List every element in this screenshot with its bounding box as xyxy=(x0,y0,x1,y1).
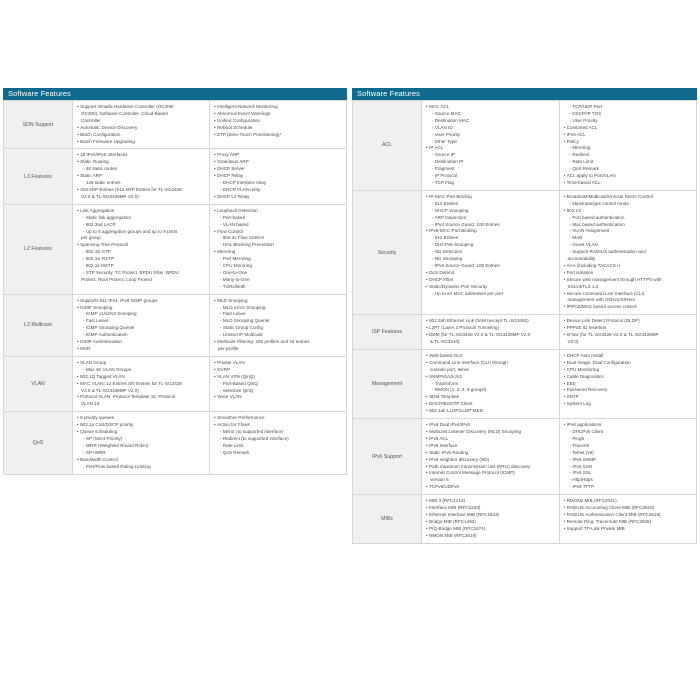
spec-sub-item: - Fast Leave xyxy=(77,318,206,325)
spec-sub-item: - Fragment xyxy=(426,166,556,173)
spec-item: • System Log xyxy=(564,401,694,408)
spec-item: • IPv6 Interface xyxy=(426,443,556,450)
spec-item: • Policy xyxy=(564,139,694,146)
spec-sub-item: - One-to-One xyxy=(214,270,343,277)
spec-item: • DHCP L2 Relay xyxy=(214,194,343,201)
spec-sub-item: - Static Group Config xyxy=(214,325,343,332)
spec-row xyxy=(4,101,347,149)
spec-sub-item: - Telnet (v6) xyxy=(564,450,694,457)
spec-category-label: QoS xyxy=(4,412,73,474)
spec-item: • Device Link Detect Protocol (DLDP) xyxy=(564,318,694,325)
spec-sub-item: - WRR (Weighted Round Robin) xyxy=(77,443,206,450)
spec-feature-column xyxy=(73,149,210,204)
spec-item: • MIB II (RFC1213) xyxy=(426,498,556,505)
spec-item: • RMON2 MIB (RFC2021) xyxy=(564,498,694,505)
spec-row xyxy=(353,315,697,350)
spec-item: • DoS Defend xyxy=(426,270,556,277)
spec-item: • Combined ACL xyxy=(564,125,694,132)
spec-item: • TCPv6/UDPv6 xyxy=(426,484,556,491)
spec-feature-column xyxy=(422,495,560,543)
spec-sub-item: - Limited IP Multicast xyxy=(214,332,343,339)
spec-feature-column xyxy=(559,315,697,350)
spec-item: • Internet Control Message Protocol (ICMP) xyxy=(426,470,556,477)
spec-item: • Secure Command Line Interface (CLI) xyxy=(564,291,694,298)
spec-sub-item: - IGMP Snooping Querier xyxy=(77,325,206,332)
spec-item: • IPv6 Dual IPv4/IPv6 xyxy=(426,422,556,429)
spec-feature-column xyxy=(422,190,560,314)
spec-sub-item: - ND Snooping xyxy=(426,256,556,263)
spec-item: • Support Omada Hardware Controller (OC200/ xyxy=(77,104,206,111)
spec-item: console port, telnet xyxy=(430,366,469,372)
spec-sub-item: - Destination IP xyxy=(426,159,556,166)
spec-sub-item: - IPv6 SNMP xyxy=(564,457,694,464)
spec-item: Controller xyxy=(81,117,101,123)
spec-item: • Secure web management through HTTPS with xyxy=(564,277,694,284)
spec-item: • 802.3ah Ethernet Link OAM (except TL-SG3452) xyxy=(426,318,556,325)
spec-item: • Bandwidth Control xyxy=(77,457,206,464)
spec-item: • IPv6-MAC-Port Binding xyxy=(426,228,556,235)
spec-item: • Mirroring xyxy=(214,249,343,256)
spec-sub-item: - 802.1s MSTP xyxy=(77,263,206,270)
spec-sub-item: - 802.1D STP xyxy=(77,249,206,256)
spec-row xyxy=(4,149,347,204)
spec-sub-item: - DHCP VLAN relay xyxy=(214,187,343,194)
spec-sub-item: - SP+WRR xyxy=(77,450,206,457)
spec-item: • Batch Firmware Upgrading xyxy=(77,139,206,146)
spec-row xyxy=(4,356,347,411)
spec-feature-column xyxy=(559,190,697,314)
spec-feature-column xyxy=(210,204,347,294)
spec-sub-item: - DHCPv6 Client xyxy=(564,429,694,436)
spec-item: • IPv6 neighbor discovery (ND) xyxy=(426,457,556,464)
spec-item: • Loopback Detection xyxy=(214,208,343,215)
spec-sub-item: - kbps/ratio/pps control mode xyxy=(564,201,694,208)
spec-sub-item: - MLD v1/v2 Snooping xyxy=(214,305,343,312)
spec-item: • 16 IPv4/IPv6 Interfaces xyxy=(77,152,206,159)
spec-sub-item: - DHCP Snooping xyxy=(426,208,556,215)
spec-sub-item: - Http/Https xyxy=(564,477,694,484)
spec-sub-item: - User Priority xyxy=(564,118,694,125)
spec-feature-column xyxy=(422,349,560,418)
spec-item: • DHCP Auto Install xyxy=(564,353,694,360)
spec-item: version 6 xyxy=(430,477,449,483)
spec-sub-item: - User Priority xyxy=(426,132,556,139)
spec-item: • Batch Configuration xyxy=(77,132,206,139)
spec-category-label: IPv6 Support xyxy=(353,419,422,495)
spec-item: • Multicast Listener Discovery (MLD) Snooping xyxy=(426,429,556,436)
spec-sub-item: - Destination MAC xyxy=(426,118,556,125)
spec-sub-item: - Rate Limit xyxy=(564,159,694,166)
spec-item: • MAC ACL xyxy=(426,104,556,111)
spec-sub-item: - Fast Leave xyxy=(214,311,343,318)
spec-item: V2.0) xyxy=(567,339,579,344)
spec-item: • Static/Dynamic Port Security xyxy=(426,284,556,291)
spec-sub-item: - Many-to-One xyxy=(214,277,343,284)
spec-sub-item: - Rate Limit xyxy=(214,443,343,450)
spec-item: • IP-MAC-Port Binding xyxy=(426,194,556,201)
spec-sub-item: - Selective QinQ xyxy=(214,388,343,395)
spec-sub-item: - Up to 8 aggregation groups and up to 8 ports xyxy=(77,229,206,236)
spec-item: • Static IPv6 Routing xyxy=(426,450,556,457)
spec-item: VLAN 16 xyxy=(81,401,100,407)
spec-item: • RMON MIB (RFC2819) xyxy=(426,533,556,540)
panel-header: Software Features xyxy=(352,88,697,100)
spec-item: • IPv6 ACL xyxy=(426,436,556,443)
spec-item: • MAC VLAN: 12 Entries (00 Entries for TL-SG3428 xyxy=(77,381,206,388)
spec-item: • 802.1ab LLDP/LLDP-MED xyxy=(426,408,556,415)
spec-row xyxy=(353,101,697,191)
spec-sub-item: - TCP Flag xyxy=(426,180,556,187)
spec-item: • 318 ARP Entries (512 ARP Entries for TL-SG3428 xyxy=(77,187,206,194)
spec-sub-item: - 512 Entries xyxy=(426,235,556,242)
spec-item: • Interface MIB (RFC2233) xyxy=(426,505,556,512)
spec-row xyxy=(4,204,347,294)
spec-item: • DDM (for TL-SG3428 V2.0 & TL-SG3428MP V2.0 xyxy=(426,332,556,339)
spec-sub-item: - IGMP Authentication xyxy=(77,332,206,339)
spec-item: • Automatic Device Discovery xyxy=(77,125,206,132)
spec-sub-item: - Mirror (to supported interface) xyxy=(214,429,343,436)
spec-sub-item: - Port/Flow based Rating Limiting xyxy=(77,464,206,471)
spec-sub-item: - Redirect xyxy=(564,152,694,159)
spec-category-label: L2 Features xyxy=(4,204,73,294)
spec-sub-item: - Tx/Rx/Both xyxy=(214,284,343,291)
spec-feature-column xyxy=(422,315,560,350)
spec-feature-column xyxy=(559,101,697,191)
spec-category-label: VLAN xyxy=(4,356,73,411)
spec-item: • Queue scheduling xyxy=(77,429,206,436)
spec-sub-item: - IPv6 TFTP xyxy=(564,484,694,491)
spec-item: • Supports 511 IPv4, IPv6 IGMP groups xyxy=(77,298,206,305)
spec-sub-item: - STP Security: TC Protect, BPDU Filter, BPDU xyxy=(77,270,206,277)
spec-item: • Multicast Filtering: 256 profiles and 16 entries xyxy=(214,339,343,346)
spec-item: & TL-SG3210) xyxy=(430,339,460,344)
spec-sub-item: - Mac based authentication xyxy=(564,222,694,229)
spec-item: • Action for Flows xyxy=(214,422,343,429)
spec-feature-column xyxy=(73,294,210,356)
spec-item: • SDM Template xyxy=(426,394,556,401)
spec-sub-item: - VLAN based xyxy=(214,222,343,229)
spec-sub-item: - RMON (1, 2, 3, 9 groups) xyxy=(426,387,556,394)
spec-sub-item: - IPv6 SSH xyxy=(564,464,694,471)
spec-feature-column xyxy=(73,412,210,474)
spec-item: • 802.1X xyxy=(564,208,694,215)
spec-sub-item: - VLAN Assignment xyxy=(564,228,694,235)
spec-sub-item: - IGMP v1/v2/v3 Snooping xyxy=(77,311,206,318)
spec-item: • PPPoE ID Insertion xyxy=(564,325,694,332)
spec-item: • Smoother Performance xyxy=(214,415,343,422)
spec-sub-item: - ARP Inspection xyxy=(426,215,556,222)
spec-item: Protect, Root Protect, Loop Protect xyxy=(81,276,153,282)
spec-sub-item: - 128 static entries xyxy=(77,180,206,187)
spec-row xyxy=(4,412,347,474)
spec-sub-item: - Source IP xyxy=(426,152,556,159)
spec-item: • P/Q-Bridge MIB (RFC2674) xyxy=(426,526,556,533)
spec-sub-item: - IPv6 SSL xyxy=(564,470,694,477)
spec-item: • RADIUS Authentication Client MIB (RFC2618) xyxy=(564,512,694,519)
spec-item: • Proxy ARP xyxy=(214,152,343,159)
spec-item: accountability xyxy=(567,256,596,262)
spec-item: • Password Recovery xyxy=(564,387,694,394)
spec-item: • IGMP Snooping xyxy=(77,305,206,312)
spec-item: • DHCP Filter xyxy=(426,277,556,284)
spec-sub-item: - Source MAC xyxy=(426,111,556,118)
spec-item: • ZTP (Zero-Touch Provisioning)* xyxy=(214,132,343,139)
spec-item: • Voice VLAN xyxy=(214,394,343,401)
spec-item: • SNTP xyxy=(564,394,694,401)
spec-sub-item: - 802.3ad LACP xyxy=(77,222,206,229)
spec-sub-item: - IPv6 Source Guard: 100 Entries xyxy=(426,263,556,270)
spec-item: • DHCP Server xyxy=(214,166,343,173)
spec-item: • Broadcast/Multicast/Unicast Storm Control xyxy=(564,194,694,201)
spec-feature-column xyxy=(422,419,560,495)
spec-item: management with SSHv1/SSHv2 xyxy=(567,297,635,303)
spec-sub-item: - Port-Based QinQ xyxy=(214,381,343,388)
spec-item: • VLAN Group xyxy=(77,360,206,367)
spec-item: • IP ACL xyxy=(426,145,556,152)
spec-sub-item: - 802.3x Flow Control xyxy=(214,235,343,242)
spec-item: • 8 priority queues xyxy=(77,415,206,422)
spec-sub-item: - QoS Remark xyxy=(214,450,343,457)
spec-sub-item: - Ping6 xyxy=(564,436,694,443)
spec-feature-column xyxy=(73,101,210,149)
spec-item: • Time-based ACL xyxy=(564,180,694,187)
spec-item: • IGMP Authentication xyxy=(77,339,206,346)
spec-sub-item: - CPU Mirroring xyxy=(214,263,343,270)
spec-item: per profile xyxy=(218,346,239,351)
spec-item: • Reboot Schedule xyxy=(214,125,343,132)
spec-item: • 802.1p CoS/DSCP priority xyxy=(77,422,206,429)
spec-item: • ACL apply to Port/VLAN xyxy=(564,173,694,180)
spec-feature-column xyxy=(73,356,210,411)
spec-item: • sFlow (for TL-SG3428 V2.0 & TL-SG3428MP xyxy=(564,332,694,339)
spec-item: • 802.1Q Tagged VLAN xyxy=(77,374,206,381)
spec-row xyxy=(353,495,697,543)
spec-item: • Bridge MIB (RFC1493) xyxy=(426,519,556,526)
spec-item: SSLv3/TLS 1.2 xyxy=(567,283,599,289)
spec-sub-item: - Port based xyxy=(214,215,343,222)
spec-category-label: Management xyxy=(353,349,422,418)
spec-sub-item: - MAB xyxy=(564,235,694,242)
spec-sub-item: - HOL Blocking Prevention xyxy=(214,242,343,249)
spec-item: • MVR xyxy=(77,346,206,353)
right-spec-panel xyxy=(352,88,697,544)
spec-item: • IP/Port/MAC based access control xyxy=(564,304,694,311)
spec-item: • Spanning Tree Protocol xyxy=(77,242,206,249)
spec-item: • DHCP Relay xyxy=(214,173,343,180)
spec-sub-item: - Ether Type xyxy=(426,139,556,146)
spec-sub-item: - IPv4 Source Guard: 100 Entries xyxy=(426,222,556,229)
spec-item: • GVRP xyxy=(214,367,343,374)
spec-category-label: ACL xyxy=(353,101,422,191)
spec-item: • Gratuitous ARP xyxy=(214,159,343,166)
spec-item: • SNMPv1/v2c/v3 xyxy=(426,374,556,381)
spec-table xyxy=(352,100,697,544)
spec-feature-column xyxy=(559,349,697,418)
spec-item: • Static Routing xyxy=(77,159,206,166)
spec-sub-item: - TCP/UDP Port xyxy=(564,104,694,111)
spec-sub-item: - Static link aggregation xyxy=(77,215,206,222)
spec-feature-column xyxy=(210,101,347,149)
spec-table xyxy=(3,100,347,475)
spec-feature-column xyxy=(210,149,347,204)
spec-sub-item: - Port based authentication xyxy=(564,215,694,222)
spec-category-label: MIBs xyxy=(353,495,422,543)
spec-item: • Ethernet Interface MIB (RFC1643) xyxy=(426,512,556,519)
spec-feature-column xyxy=(210,412,347,474)
spec-item: • Static ARP xyxy=(77,173,206,180)
spec-item: • Link Aggregation xyxy=(77,208,206,215)
spec-feature-column xyxy=(559,495,697,543)
spec-item: • Port isolation xyxy=(564,270,694,277)
spec-row xyxy=(353,190,697,314)
spec-item: • IPv6 applications xyxy=(564,422,694,429)
spec-feature-column xyxy=(559,419,697,495)
spec-item: V2.0 & TL-SG3428MP V2.0) xyxy=(81,193,139,199)
spec-sub-item: - DSCP/IP TOS xyxy=(564,111,694,118)
spec-sub-item: - QoS Remark xyxy=(564,166,694,173)
spec-category-label: Security xyxy=(353,190,422,314)
spec-item: • Intelligent Network Monitoring xyxy=(214,104,343,111)
spec-item: • Flow Control xyxy=(214,229,343,236)
spec-item: • MLD Snooping xyxy=(214,298,343,305)
spec-sub-item: - Support RADIUS authentication and xyxy=(564,249,694,256)
panel-header: Software Features xyxy=(3,88,347,100)
spec-item: • Path maximum transmission unit (MTU) discovery xyxy=(426,464,556,471)
spec-item: • Dual Image, Dual Configuration xyxy=(564,360,694,367)
spec-sub-item: - 802.1w RSTP xyxy=(77,256,206,263)
spec-item: per group xyxy=(81,235,101,241)
spec-feature-column xyxy=(422,101,560,191)
spec-row xyxy=(353,419,697,495)
spec-sub-item: - 48 static routes xyxy=(77,166,206,173)
spec-feature-column xyxy=(73,204,210,294)
spec-sub-item: - Port Mirroring xyxy=(214,256,343,263)
spec-feature-column xyxy=(210,294,347,356)
left-spec-panel xyxy=(3,88,347,475)
spec-sub-item: - MLD Snooping Querier xyxy=(214,318,343,325)
spec-item: • Remote Ping, Traceroute MIB (RFC2925) xyxy=(564,519,694,526)
spec-sub-item: - DHCP Interface relay xyxy=(214,180,343,187)
spec-item: • CPU Monitoring xyxy=(564,367,694,374)
spec-item: • L2PT (Layer 2 Protocol Tunneling) xyxy=(426,325,556,332)
spec-row xyxy=(353,349,697,418)
spec-sub-item: - 512 Entries xyxy=(426,201,556,208)
spec-item: • EEE xyxy=(564,381,694,388)
spec-item: • DHCP/BOOTP Client xyxy=(426,401,556,408)
spec-sub-item: - DHCPv6 Snooping xyxy=(426,242,556,249)
spec-item: • Command Line Interface (CLI) through xyxy=(426,360,556,367)
spec-item: V2.0 & TL-SG3428MP V2.0) xyxy=(81,387,139,393)
spec-sub-item: - VLAN ID xyxy=(426,125,556,132)
spec-item: • Unified Configuration xyxy=(214,118,343,125)
spec-item: • IPv6 ACL xyxy=(564,132,694,139)
spec-sub-item: - Redirect (to supported interface) xyxy=(214,436,343,443)
spec-category-label: ISP Features xyxy=(353,315,422,350)
spec-item: OC300), Software Controller, Cloud-Based xyxy=(81,110,168,116)
spec-item: • AAA (including TACACS+) xyxy=(564,263,694,270)
spec-item: • Abnormal Event Warnings xyxy=(214,111,343,118)
spec-sub-item: - Mirroring xyxy=(564,145,694,152)
spec-category-label: SDN Support xyxy=(4,101,73,149)
spec-item: • VLAN VPN (QinQ) xyxy=(214,374,343,381)
spec-sub-item: - Max 4K VLAN Groups xyxy=(77,367,206,374)
spec-sub-item: - Trap/Inform xyxy=(426,381,556,388)
spec-sub-item: - Tracert6 xyxy=(564,443,694,450)
spec-item: • Support TP-Link Private MIB xyxy=(564,526,694,533)
spec-sub-item: - Up to 64 MAC addresses per port xyxy=(426,291,556,298)
spec-sub-item: - ND Detection xyxy=(426,249,556,256)
spec-item: • Protocol VLAN: Protocol Template 16, Protocol xyxy=(77,394,206,401)
spec-sub-item: - IP Protocol xyxy=(426,173,556,180)
spec-category-label: L3 Features xyxy=(4,149,73,204)
spec-sub-item: - Guest VLAN xyxy=(564,242,694,249)
spec-item: • Cable Diagnostics xyxy=(564,374,694,381)
spec-item: • Private VLAN xyxy=(214,360,343,367)
spec-row xyxy=(4,294,347,356)
spec-item: • Web-based GUI xyxy=(426,353,556,360)
spec-sub-item: - SP (Strict Priority) xyxy=(77,436,206,443)
spec-feature-column xyxy=(210,356,347,411)
spec-category-label: L2 Multicast xyxy=(4,294,73,356)
spec-item: • RADIUS Accounting Client MIB (RFC2620) xyxy=(564,505,694,512)
